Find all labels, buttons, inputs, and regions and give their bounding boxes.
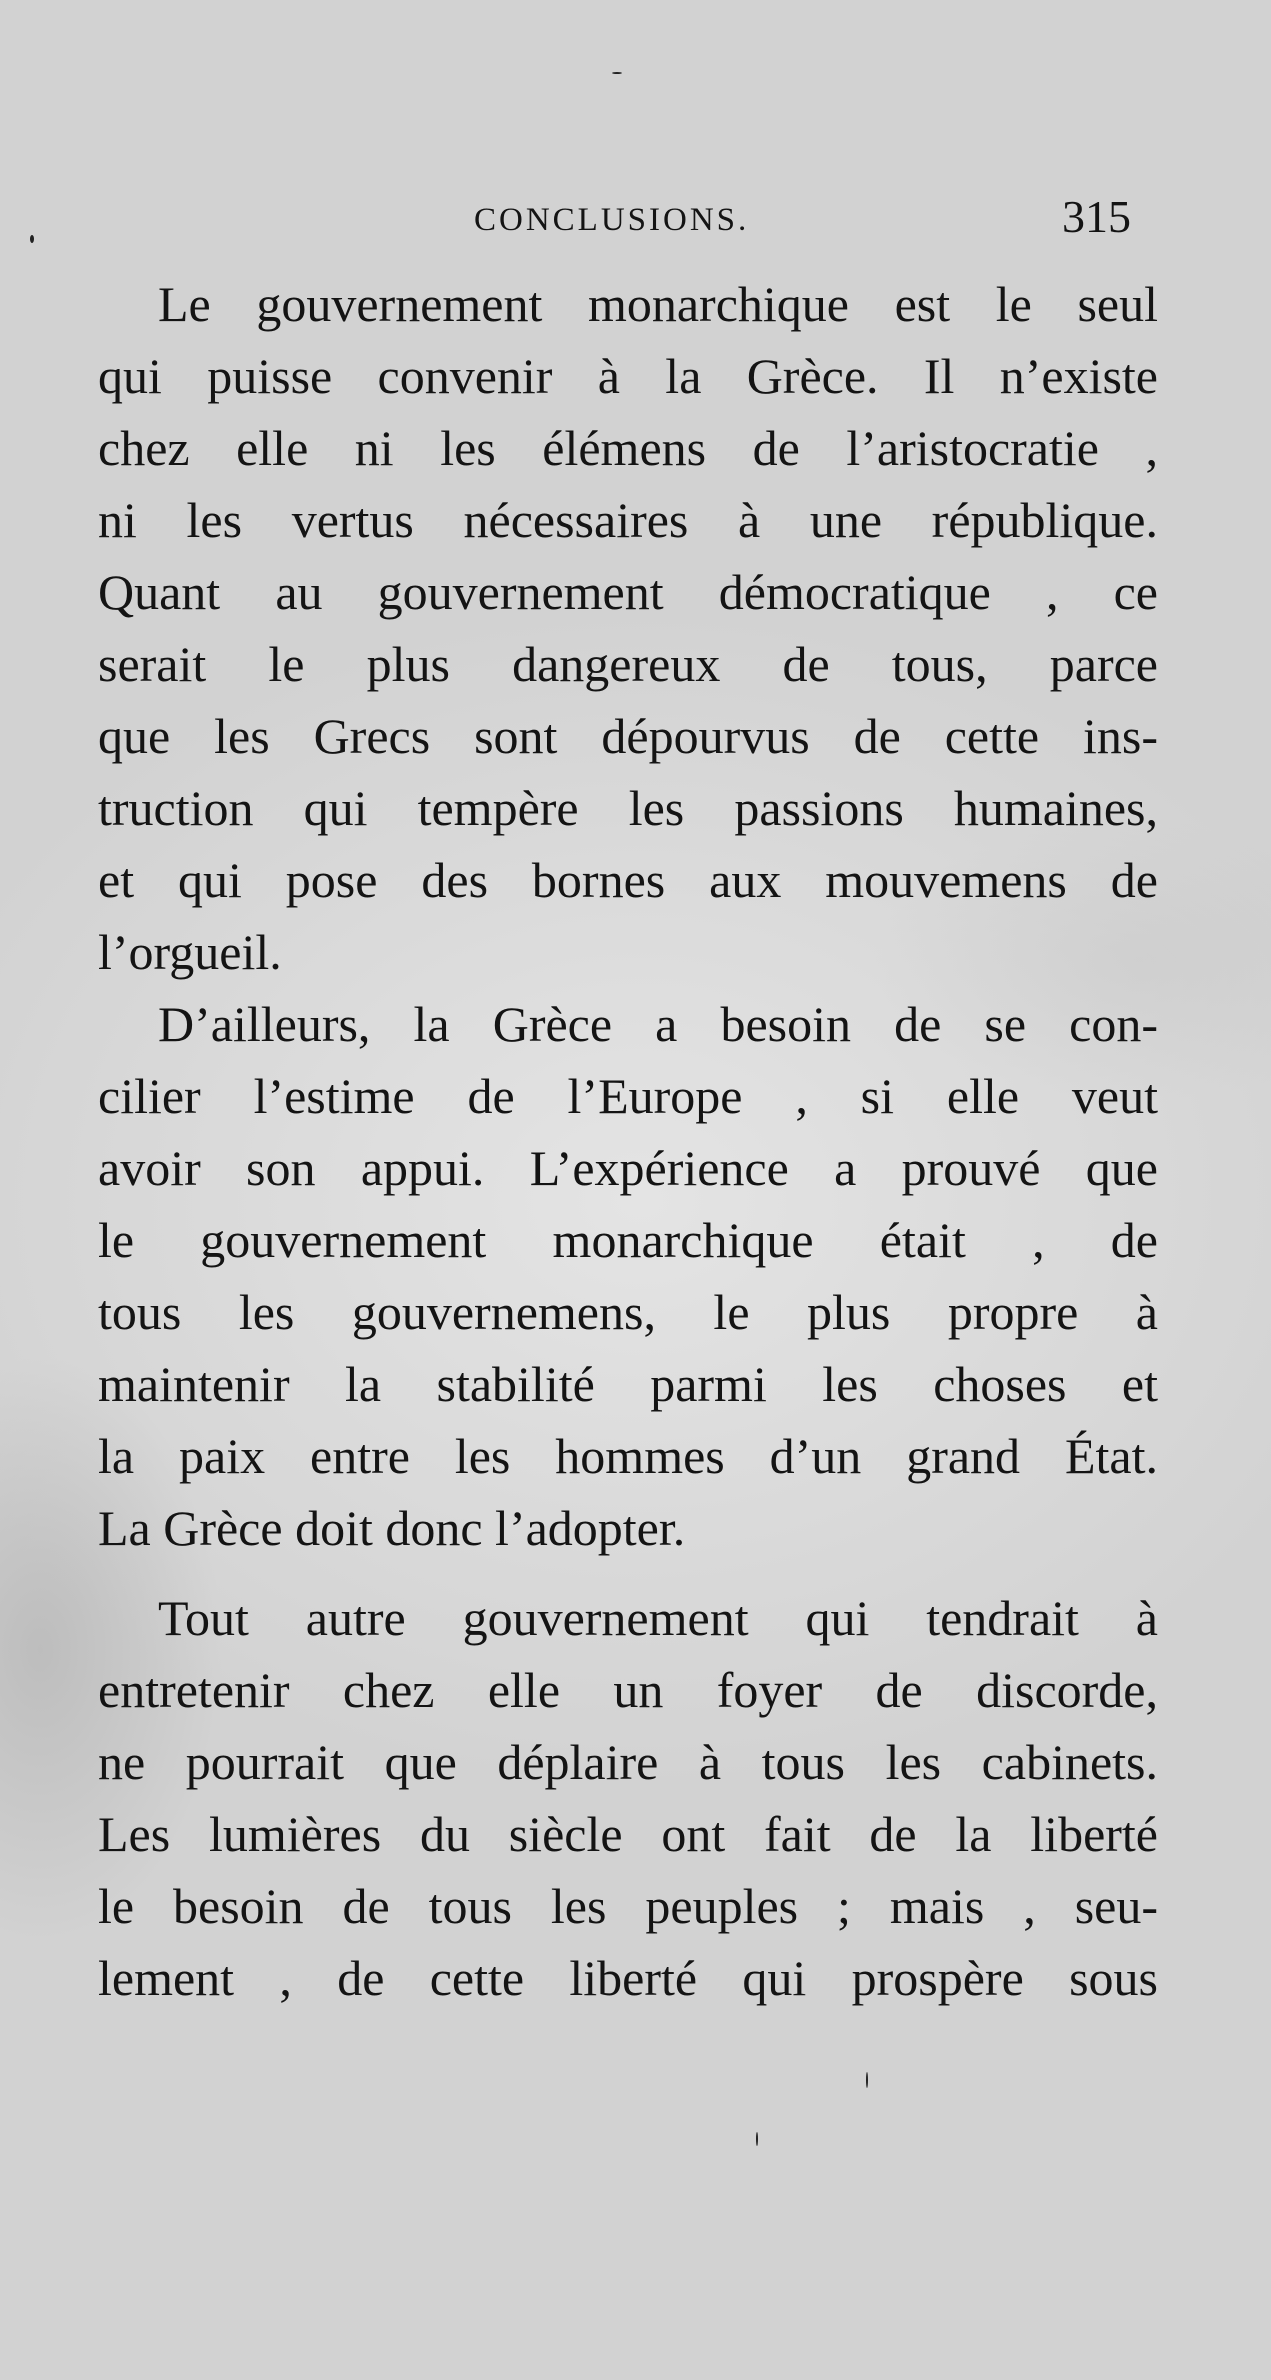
- scan-speck: [612, 72, 622, 74]
- text-line: ne pourrait que déplaire à tous les cabinets.: [98, 1734, 1158, 1790]
- text-line: Tout autre gouvernement qui tendrait à: [158, 1590, 1158, 1646]
- running-head: [0, 190, 1271, 250]
- text-line: Quant au gouvernement démocratique , ce: [98, 564, 1158, 620]
- text-line: serait le plus dangereux de tous, parce: [98, 636, 1158, 692]
- running-title: CONCLUSIONS.: [474, 202, 750, 238]
- text-line: Les lumières du siècle ont fait de la liberté: [98, 1806, 1158, 1862]
- text-line: truction qui tempère les passions humaines,: [98, 780, 1158, 836]
- text-line: Le gouvernement monarchique est le seul: [158, 276, 1158, 332]
- text-line: avoir son appui. L’expérience a prouvé que: [98, 1140, 1158, 1196]
- paragraph-gap: [98, 1564, 1158, 1582]
- text-line: qui puisse convenir à la Grèce. Il n’existe: [98, 348, 1158, 404]
- scan-speck: [756, 2132, 758, 2146]
- text-line: D’ailleurs, la Grèce a besoin de se con-: [158, 996, 1158, 1052]
- scan-speck: [866, 2072, 868, 2088]
- text-line: maintenir la stabilité parmi les choses et: [98, 1356, 1158, 1412]
- text-line: le gouvernement monarchique était , de: [98, 1212, 1158, 1268]
- text-line: le besoin de tous les peuples ; mais , seu-: [98, 1878, 1158, 1934]
- text-line: ni les vertus nécessaires à une république.: [98, 492, 1158, 548]
- body-text: [98, 268, 1158, 2014]
- text-line: La Grèce doit donc l’adopter.: [98, 1500, 686, 1556]
- text-line: la paix entre les hommes d’un grand État.: [98, 1428, 1158, 1484]
- text-line: chez elle ni les élémens de l’aristocratie ,: [98, 420, 1158, 476]
- text-line: lement , de cette liberté qui prospère sous: [98, 1950, 1158, 2006]
- scan-speck: [30, 235, 34, 243]
- page-number: 315: [1062, 191, 1131, 242]
- text-line: tous les gouvernemens, le plus propre à: [98, 1284, 1158, 1340]
- text-line: cilier l’estime de l’Europe , si elle veut: [98, 1068, 1158, 1124]
- text-line: que les Grecs sont dépourvus de cette ins-: [98, 708, 1158, 764]
- text-line: l’orgueil.: [98, 924, 282, 980]
- text-line: et qui pose des bornes aux mouvemens de: [98, 852, 1158, 908]
- text-line: entretenir chez elle un foyer de discorde,: [98, 1662, 1158, 1718]
